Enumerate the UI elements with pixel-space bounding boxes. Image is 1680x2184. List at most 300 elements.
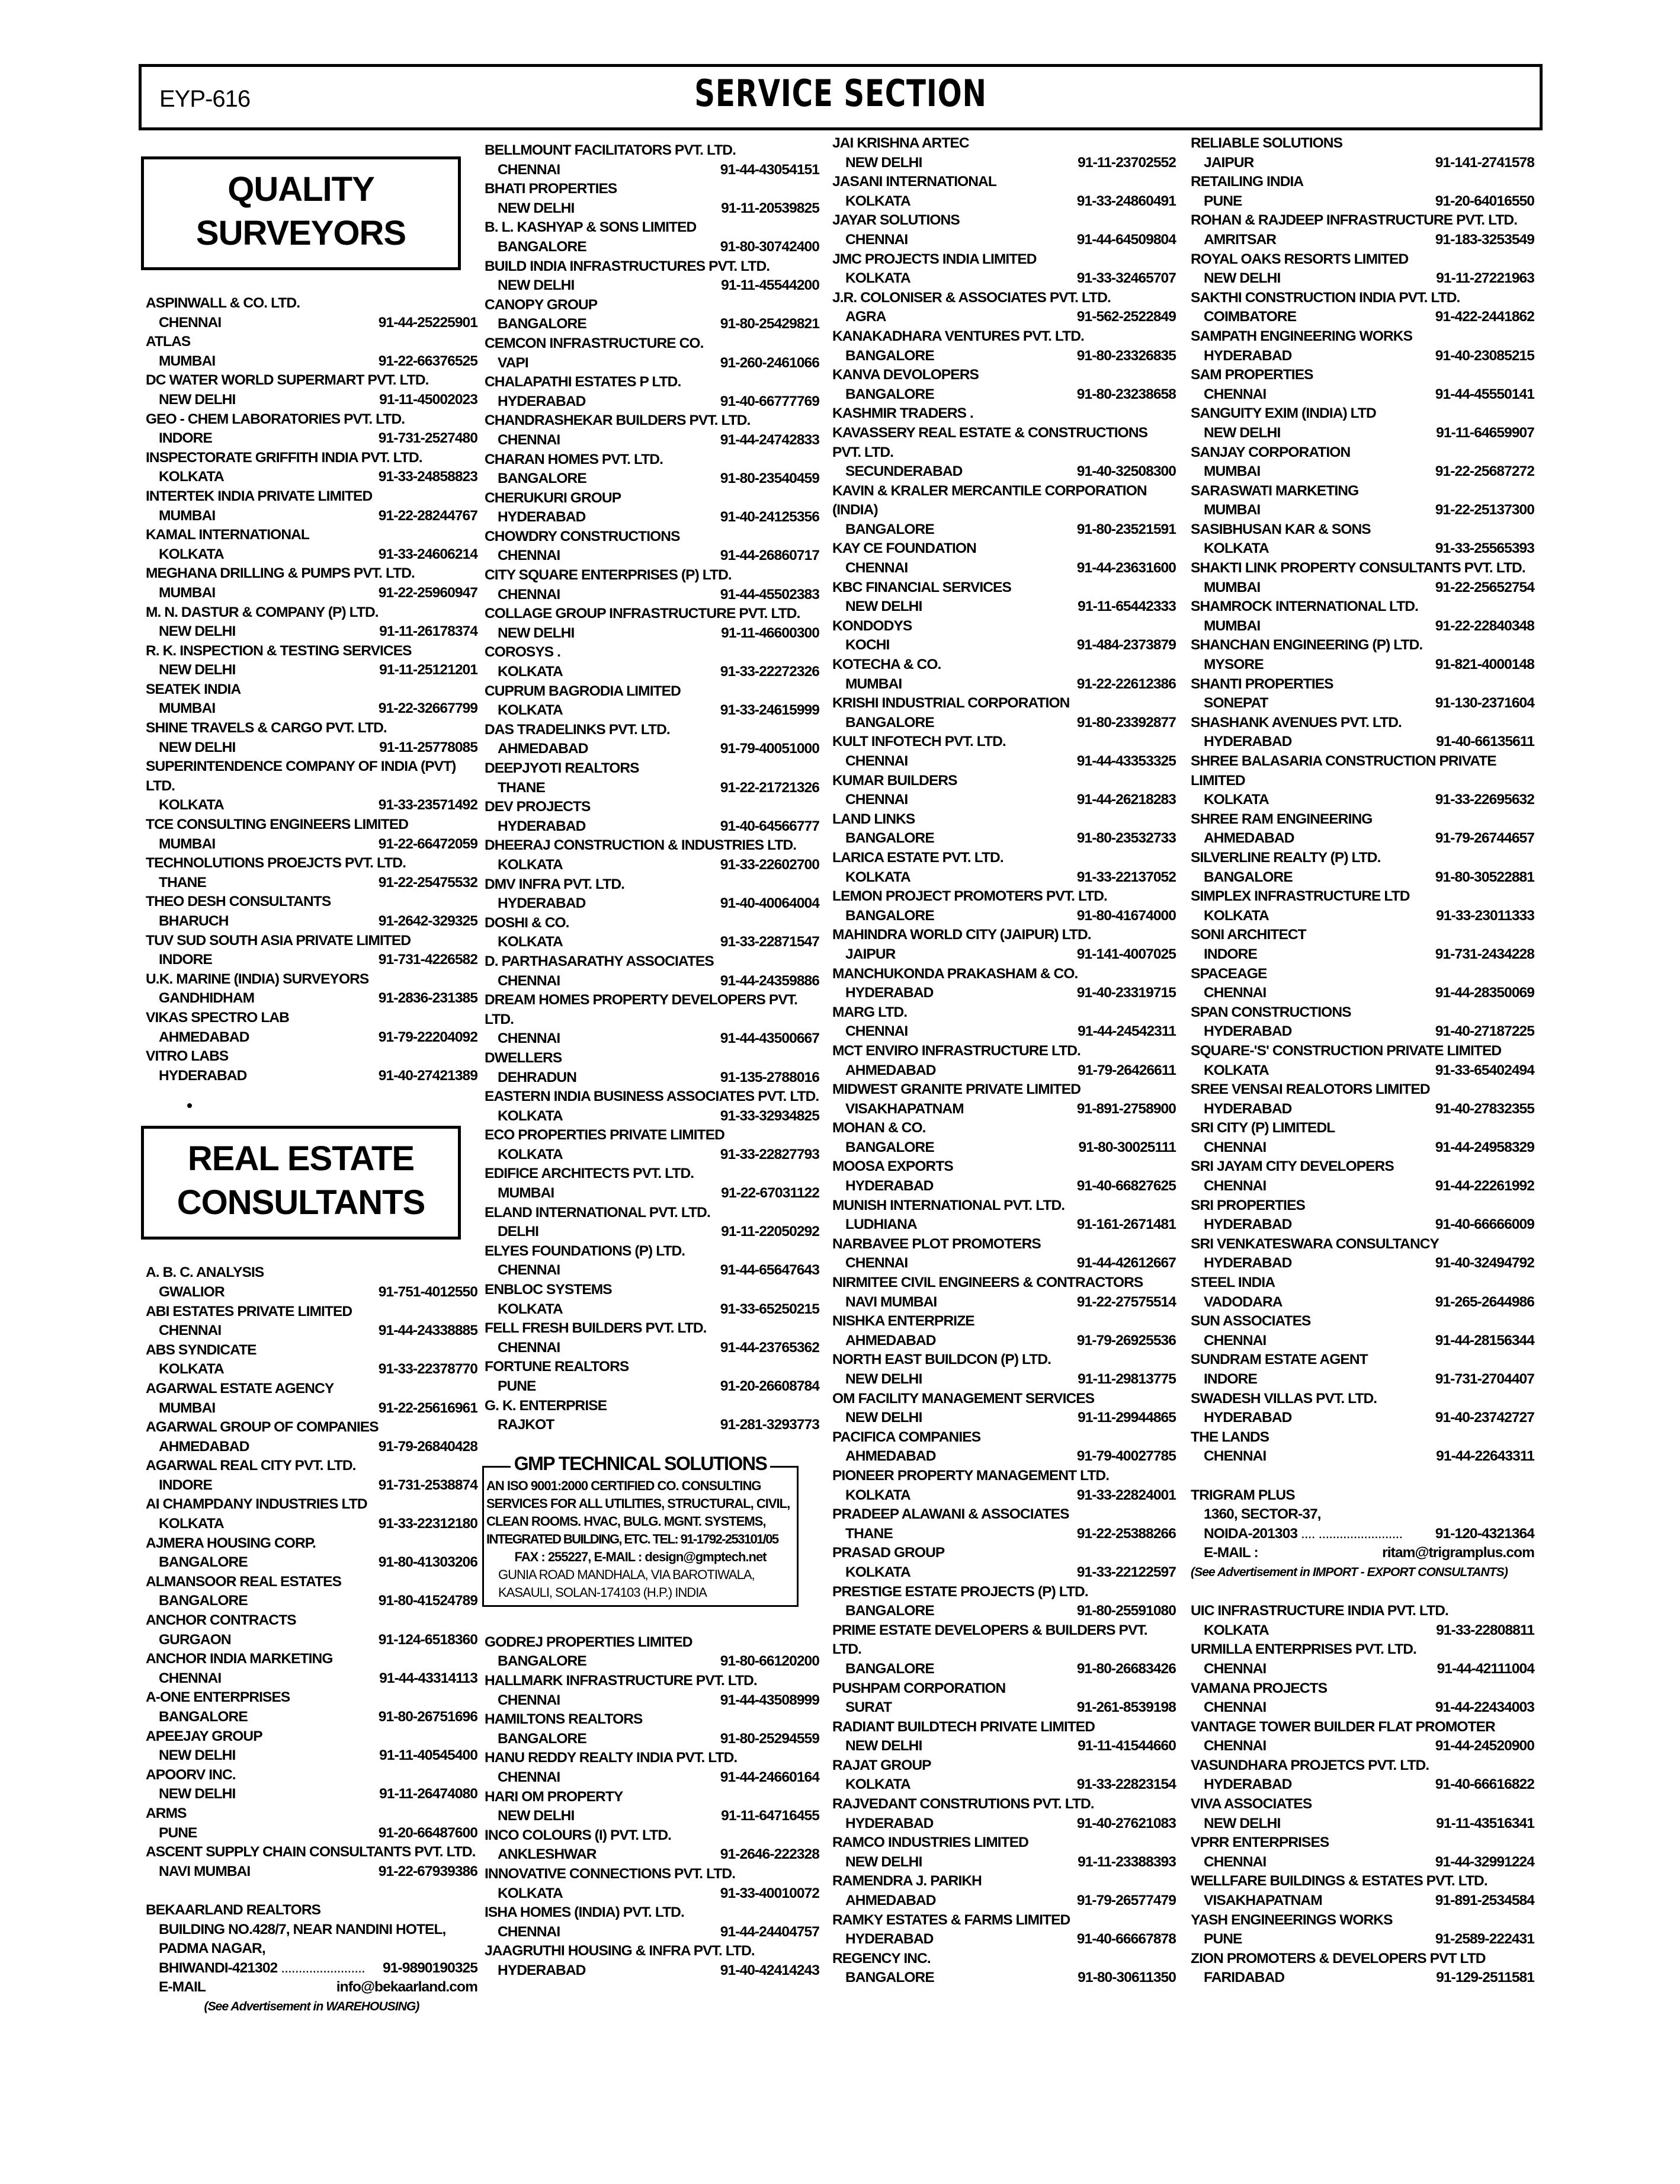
company-name: ELYES FOUNDATIONS (P) LTD. [485,1242,685,1259]
directory-entry [832,1756,1176,1795]
city: NEW DELHI [498,277,575,294]
city: BANGALORE [845,1660,934,1677]
city: NEW DELHI [845,1410,922,1426]
phone-number: 91-44-26860717 [720,547,819,564]
phone-number: 91-11-45002023 [379,391,477,408]
company-name: KANAKADHARA VENTURES PVT. LTD. [832,328,1084,344]
phone-number: 91-562-2522849 [1076,309,1176,325]
city: THANE [845,1525,893,1542]
entry-detail-row [1191,1447,1534,1466]
entry-detail-row [832,462,1176,482]
entry-detail-row [1191,732,1534,752]
company-name: NIRMITEE CIVIL ENGINEERS & CONTRACTORS [832,1274,1143,1291]
phone-number: 91-11-25778085 [379,739,477,755]
company-name: RAJVEDANT CONSTRUTIONS PVT. LTD. [832,1796,1094,1812]
entry-detail-row [146,352,477,372]
entry-detail-row [146,1283,477,1302]
entry-detail-row [1191,153,1534,173]
company-name: VPRR ENTERPRISES [1191,1834,1329,1851]
real-estate-list-col3 [832,134,1176,1988]
directory-entry [146,332,477,371]
listing-city-row [146,1959,477,1978]
company-name: AGARWAL ESTATE AGENCY [146,1380,334,1397]
phone-number: 91-40-32508300 [1076,463,1176,480]
company-name: J.R. COLONISER & ASSOCIATES PVT. LTD. [832,289,1111,306]
directory-entry [146,642,477,680]
entry-detail-row [485,894,819,914]
entry-detail-row [832,868,1176,888]
phone-number: 91-40-66135611 [1436,734,1534,750]
directory-entry [832,1833,1176,1872]
company-name: SQUARE-'S' CONSTRUCTION PRIVATE LIMITED [1191,1042,1502,1059]
city: HYDERABAD [1204,1410,1292,1426]
city: KOLKATA [845,1564,910,1580]
city: MYSORE [1204,657,1264,673]
city: MUMBAI [159,1400,216,1416]
phone-number: 91-79-22204092 [378,1029,477,1045]
city: NEW DELHI [159,662,236,678]
city: PUNE [1204,1931,1242,1948]
phone-number: 91-80-30025111 [1078,1139,1176,1155]
entry-detail-row [832,713,1176,733]
phone-number: 91-44-43500667 [720,1030,819,1047]
entry-detail-row [485,546,819,566]
company-name: A-ONE ENTERPRISES [146,1689,290,1706]
city: CHENNAI [1204,1699,1267,1716]
entry-detail-row [485,1652,819,1671]
company-name: MARG LTD. [832,1004,908,1020]
company-name: GEO - CHEM LABORATORIES PVT. LTD. [146,411,405,427]
phone-number: 91-79-26840428 [378,1438,477,1455]
company-name: KRISHI INDUSTRIAL CORPORATION [832,695,1070,712]
city: BANGALORE [845,347,934,364]
phone-number: 91-11-64716455 [721,1808,819,1824]
company-name: ANCHOR INDIA MARKETING [146,1651,333,1667]
city: HYDERABAD [498,393,586,409]
city: PUNE [498,1378,536,1394]
directory-entry [485,1710,819,1749]
company-name: CITY SQUARE ENTERPRISES (P) LTD. [485,567,732,584]
directory-entry [832,1003,1176,1042]
entry-detail-row [1191,462,1534,482]
directory-entry [832,1312,1176,1350]
entry-detail-row [832,1447,1176,1466]
company-name: SHREE RAM ENGINEERING [1191,811,1373,827]
entry-detail-row [1191,1814,1534,1834]
city: BANGALORE [159,1593,248,1609]
directory-entry [1191,250,1534,289]
company-name: MOHAN & CO. [832,1120,926,1136]
directory-entry [1191,1872,1534,1910]
phone-number: 91-44-32991224 [1435,1853,1534,1870]
city: AGRA [845,309,886,325]
city: BANGALORE [845,830,934,847]
entry-detail-row [1191,1254,1534,1273]
city: NEW DELHI [498,625,575,641]
phone-number: 91-79-26577479 [1076,1892,1176,1909]
company-name: KAMAL INTERNATIONAL [146,527,309,543]
entry-detail-row [485,701,819,720]
city: MUMBAI [845,675,902,692]
company-name: MEGHANA DRILLING & PUMPS PVT. LTD. [146,565,415,582]
entry-detail-row [485,508,819,527]
phone-number: 91-731-2434228 [1435,946,1534,962]
company-name: SRI JAYAM CITY DEVELOPERS [1191,1158,1394,1175]
city: KOLKATA [1204,540,1269,557]
trigram-listing [1191,1486,1534,1583]
city: BANGALORE [498,316,586,332]
city: MUMBAI [159,507,216,524]
phone-number: 91-44-28156344 [1435,1332,1534,1349]
entry-detail-row [832,1177,1176,1196]
phone-number: 91-22-25960947 [378,584,477,601]
entry-detail-row [1191,347,1534,366]
directory-entry [832,1389,1176,1428]
entry-detail-row [832,1254,1176,1273]
entry-detail-row [485,354,819,373]
phone-number: 91-44-25225901 [378,314,477,331]
company-name: PRIME ESTATE DEVELOPERS & BUILDERS PVT. LTD. [832,1622,1147,1658]
city: CHENNAI [498,1923,560,1940]
entry-detail-row [1191,984,1534,1003]
entry-detail-row [1191,1370,1534,1389]
entry-detail-row [1191,1022,1534,1042]
phone-number: 91-33-22272326 [720,664,819,680]
phone-number: 91-79-26925536 [1076,1332,1176,1349]
city: KOLKATA [498,1107,563,1124]
company-name: MOOSA EXPORTS [832,1158,953,1175]
directory-entry [1191,1602,1534,1640]
directory-entry [1191,366,1534,404]
company-name: GODREJ PROPERTIES LIMITED [485,1634,692,1650]
entry-detail-row [1191,1138,1534,1158]
city: CHENNAI [1204,1853,1267,1870]
company-name: UIC INFRASTRUCTURE INDIA PVT. LTD. [1191,1603,1448,1619]
entry-detail-row [485,662,819,682]
city: NEW DELHI [1204,270,1281,287]
city: KOLKATA [498,702,563,719]
entry-detail-row [485,1923,819,1942]
gmp-line: INTEGRATED BUILDING, ETC. TEL: 91-1792-253101/05 [486,1531,778,1546]
city: CHENNAI [845,753,908,769]
city: KOLKATA [845,1776,910,1793]
entry-detail-row [832,1563,1176,1583]
company-name: RELIABLE SOLUTIONS [1191,135,1343,151]
company-name: HALLMARK INFRASTRUCTURE PVT. LTD. [485,1672,757,1689]
entry-detail-row [146,1437,477,1457]
company-name: G. K. ENTERPRISE [485,1397,607,1414]
directory-entry [485,914,819,952]
directory-entry [146,603,477,642]
directory-entry [832,404,1176,424]
city: CHENNAI [1204,1738,1267,1754]
directory-entry [832,1505,1176,1543]
phone-number: 91-33-22871547 [720,934,819,950]
entry-detail-row [485,1730,819,1749]
entry-detail-row [146,835,477,854]
directory-entry [832,1911,1176,1949]
real-estate-list-col1 [146,1263,477,1881]
city: MUMBAI [498,1185,554,1202]
phone-number: 91-44-24404757 [720,1923,819,1940]
phone-number: 91-33-24615999 [720,702,819,719]
company-name: STEEL INDIA [1191,1274,1275,1291]
phone-number: 91-731-2527480 [378,430,477,447]
directory-entry [1191,1312,1534,1350]
real-estate-list-col4 [1191,134,1534,1466]
entry-detail-row [146,661,477,680]
directory-entry [485,798,819,836]
directory-entry [832,1080,1176,1119]
directory-entry [1191,289,1534,327]
phone-number: 91-22-25475532 [378,874,477,891]
city: NEW DELHI [845,1853,922,1870]
phone-number: 91-80-30611350 [1078,1970,1176,1986]
city: NEW DELHI [159,623,236,640]
phone-number: 91-22-32667799 [378,700,477,717]
city: MUMBAI [1204,579,1261,595]
gmp-title-text: GMP TECHNICAL SOLUTIONS [511,1453,771,1474]
company-name: SREE VENSAI REALOTORS LIMITED [1191,1081,1430,1098]
company-name: REGENCY INC. [832,1950,931,1967]
entry-detail-row [485,1961,819,1981]
company-name: ROYAL OAKS RESORTS LIMITED [1191,251,1409,267]
city: KOLKATA [498,934,563,950]
phone-number: 91-80-26751696 [378,1709,477,1725]
phone-number: 91-33-22137052 [1076,869,1176,885]
entry-detail-row [146,989,477,1008]
company-name: SONI ARCHITECT [1191,927,1306,943]
phone-number: 91-44-24958329 [1435,1139,1534,1155]
phone-number: 91-33-22122597 [1076,1564,1176,1580]
entry-detail-row [485,739,819,759]
company-name: KANVA DEVOLOPERS [832,367,979,383]
company-name: CHERUKURI GROUP [485,489,621,506]
directory-entry [485,1397,819,1435]
directory-entry [485,991,819,1049]
phone-number: 91-731-2538874 [378,1477,477,1493]
city: CHENNAI [498,547,560,564]
phone-number: 91-44-24660164 [720,1769,819,1785]
company-name: DEV PROJECTS [485,799,591,815]
entry-detail-row [832,230,1176,250]
company-name: ISHA HOMES (INDIA) PVT. LTD. [485,1904,684,1921]
company-name: NARBAVEE PLOT PROMOTERS [832,1235,1041,1252]
phone-number: 91-33-23011333 [1436,907,1534,924]
entry-detail-row [485,1222,819,1242]
city: CHENNAI [1204,1448,1267,1465]
entry-detail-row [832,1100,1176,1119]
entry-detail-row [1191,269,1534,289]
phone-number: 91-751-4012550 [378,1283,477,1300]
company-name: CEMCON INFRASTRUCTURE CO. [485,335,704,351]
city: PUNE [1204,193,1242,209]
entry-detail-row [146,1631,477,1650]
directory-entry [485,1671,819,1710]
city: BANGALORE [845,714,934,731]
phone-number: 91-40-23085215 [1435,347,1534,364]
directory-entry [146,680,477,719]
city: HYDERABAD [845,1931,934,1948]
city: AHMEDABAD [159,1438,249,1455]
company-name: COROSYS . [485,644,561,661]
phone-number: 91-80-23521591 [1076,521,1176,537]
phone-number: 91-79-40027785 [1076,1448,1176,1465]
city: MUMBAI [159,835,216,852]
phone-number: 91-161-2671481 [1076,1216,1176,1233]
directory-entry [146,1727,477,1766]
phone-number: 91-80-23392877 [1076,714,1176,731]
directory-entry [485,604,819,643]
city: NEW DELHI [159,1747,236,1764]
entry-detail-row [1191,1698,1534,1718]
gmp-advertisement-box [482,1452,799,1607]
phone-number: 91-33-24858823 [378,469,477,485]
entry-detail-row [485,1145,819,1165]
entry-detail-row [485,856,819,875]
entry-detail-row [485,1416,819,1435]
page-code: EYP-616 [159,86,251,112]
directory-entry [832,1428,1176,1466]
city: FARIDABAD [1204,1970,1285,1986]
heading-line: REAL ESTATE [187,1139,415,1179]
company-name: B. L. KASHYAP & SONS LIMITED [485,219,697,236]
email-link[interactable]: ritam@trigramplus.com [1382,1545,1534,1561]
city: JAIPUR [845,946,896,962]
entry-detail-row [832,945,1176,965]
company-name: VASUNDHARA PROJETCS PVT. LTD. [1191,1757,1429,1773]
entry-detail-row [832,1853,1176,1872]
entry-detail-row [485,1300,819,1320]
city: KOLKATA [845,193,910,209]
directory-entry [1191,597,1534,636]
city: KOLKATA [1204,907,1269,924]
entry-detail-row [485,199,819,219]
column-2 [485,134,819,1980]
city: VAPI [498,354,528,371]
city: KOLKATA [845,1487,910,1503]
entry-detail-row [832,559,1176,578]
phone-number: 91-80-25591080 [1076,1603,1176,1619]
entry-detail-row [146,912,477,931]
entry-detail-row [146,1067,477,1086]
entry-detail-row [1191,501,1534,520]
phone-number: 91-11-65442333 [1078,598,1176,615]
email-link[interactable]: info@bekaarland.com [336,1979,477,1996]
listing-city: BHIWANDI-421302 [159,1959,278,1976]
phone-number: 91-141-2741578 [1435,154,1534,171]
phone-number: 91-33-22695632 [1435,792,1534,808]
directory-entry [485,1203,819,1242]
company-name: TUV SUD SOUTH ASIA PRIVATE LIMITED [146,932,411,949]
city: BANGALORE [498,1653,586,1670]
city: CHENNAI [1204,1332,1267,1349]
phone-number: 91-40-40064004 [720,895,819,912]
directory-entry [1191,134,1534,172]
phone-number: 91-80-25294559 [720,1730,819,1747]
company-name: SHREE BALASARIA CONSTRUCTION PRIVATE LIMITED [1191,753,1496,789]
city: BANGALORE [845,521,934,537]
directory-entry [832,1621,1176,1679]
directory-entry [1191,1756,1534,1795]
company-name: RAJAT GROUP [832,1757,931,1773]
entry-detail-row [146,738,477,758]
company-name: YASH ENGINEERINGS WORKS [1191,1911,1393,1928]
gmp-body [486,1477,794,1602]
city: SURAT [845,1699,892,1716]
entry-detail-row [485,392,819,412]
phone-number: 91-22-25388266 [1076,1525,1176,1542]
phone-number: 91-11-20539825 [721,200,819,216]
directory-entry [832,1583,1176,1621]
city: AHMEDABAD [1204,830,1294,847]
gmp-line: AN ISO 9001:2000 CERTIFIED CO. CONSULTING [486,1478,761,1493]
directory-entry [1191,1949,1534,1988]
company-name: HANU REDDY REALTY INDIA PVT. LTD. [485,1750,738,1766]
entry-detail-row [485,933,819,952]
city: CHENNAI [1204,386,1267,402]
directory-entry [1191,1196,1534,1235]
phone-number: 91-40-66827625 [1076,1178,1176,1195]
entry-detail-row [485,1068,819,1088]
phone-number: 91-80-23540459 [720,470,819,487]
phone-number: 91-2642-329325 [378,913,477,929]
company-name: JMC PROJECTS INDIA LIMITED [832,251,1037,267]
city: CHENNAI [845,231,908,248]
directory-entry [832,482,1176,540]
entry-detail-row [485,431,819,450]
directory-entry [485,952,819,991]
entry-detail-row [485,817,819,837]
company-name: COLLAGE GROUP INFRASTRUCTURE PVT. LTD. [485,606,800,622]
city: MUMBAI [159,353,216,369]
phone-number: 91-40-24125356 [720,509,819,526]
phone-number: 91-79-26744657 [1435,830,1534,847]
phone-number: 91-891-2758900 [1076,1100,1176,1117]
entry-detail-row [485,469,819,489]
company-name: AI CHAMPDANY INDUSTRIES LTD [146,1496,367,1513]
phone-number: 91-80-66120200 [720,1653,819,1670]
company-name: WELLFARE BUILDINGS & ESTATES PVT. LTD. [1191,1873,1487,1890]
phone-number: 91-22-21721326 [720,779,819,796]
directory-entry [832,810,1176,848]
entry-detail-row [1191,868,1534,888]
entry-detail-row [485,585,819,605]
directory-entry [1191,520,1534,559]
directory-entry [1191,1350,1534,1389]
company-name: DOSHI & CO. [485,914,569,931]
directory-entry [485,334,819,373]
entry-detail-row [832,1022,1176,1042]
directory-entry [1191,926,1534,964]
directory-entry [485,566,819,604]
entry-detail-row [1191,1177,1534,1196]
city: BANGALORE [159,1709,248,1725]
company-name: SAKTHI CONSTRUCTION INDIA PVT. LTD. [1191,289,1460,306]
entry-detail-row [146,390,477,410]
listing-email-row [1191,1543,1534,1563]
entry-detail-row [146,1476,477,1496]
city: BANGALORE [845,1139,934,1155]
company-name: SASIBHUSAN KAR & SONS [1191,521,1371,537]
city: VISAKHAPATNAM [1204,1892,1322,1909]
phone-number: 91-44-24520900 [1435,1738,1534,1754]
company-name: INTERTEK INDIA PRIVATE LIMITED [146,488,373,504]
phone-number: 91-484-2373879 [1076,637,1176,654]
company-name: SHAKTI LINK PROPERTY CONSULTANTS PVT. LTD. [1191,560,1525,577]
entry-detail-row [832,1602,1176,1621]
phone-number: 91-11-23388393 [1078,1853,1176,1870]
